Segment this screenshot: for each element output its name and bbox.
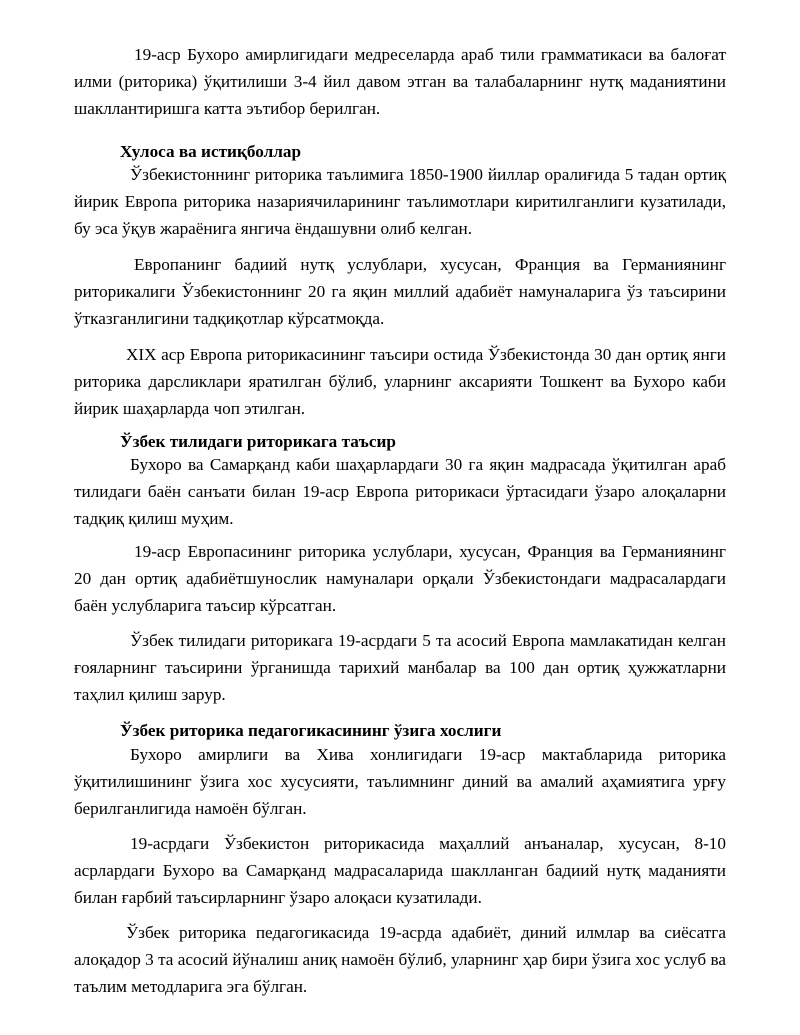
- paragraph-text: Европанинг бадиий нутқ услублари, хусусан, Франция ва Германиянинг риторикалиги Ўзбекистоннинг 20 га яқин миллий адабиёт намуналарига ўз таъсирини ўтказганлигини тадқиқотлар кўрсатмоқда.: [74, 255, 726, 328]
- paragraph-2: [74, 161, 726, 242]
- paragraph-text: Ўзбек тилидаги риторикага 19-асрдаги 5 та асосий Европа мамлакатидан келган ғояларнинг таъсирини ўрганишда тарихий манбалар ва 100 дан ортиқ ҳужжатларни таҳлил қилиш зарур.: [74, 631, 726, 704]
- paragraph-text: Бухоро амирлиги ва Хива хонлигидаги 19-аср мактабларида риторика ўқитилишининг ўзига хос хусусияти, таълимнинг диний ва амалий аҳамиятига урғу берилганлигида намоён бўлган.: [74, 745, 726, 818]
- section-heading-influence: Ўзбек тилидаги риторикага таъсир: [120, 432, 396, 451]
- paragraph-1: [74, 41, 726, 122]
- section-heading-pedagogy: Ўзбек риторика педагогикасининг ўзига хослиги: [120, 721, 502, 740]
- paragraph-9: [74, 830, 726, 911]
- paragraph-6: [74, 538, 726, 619]
- paragraph-7: [74, 627, 726, 708]
- paragraph-text: 19-аср Европасининг риторика услублари, хусусан, Франция ва Германиянинг 20 дан ортиқ адабиётшунослик намуналари орқали Ўзбекистондаги мадрасалардаги баён услубларига таъсир кўрсатган.: [74, 542, 726, 615]
- paragraph-10: [74, 919, 726, 1000]
- paragraph-8: [74, 741, 726, 822]
- paragraph-text: XIX аср Европа риторикасининг таъсири остида Ўзбекистонда 30 дан ортиқ янги риторика дарсликлари яратилган бўлиб, уларнинг аксарияти Тошкент ва Бухоро каби йирик шаҳарларда чоп этилган.: [74, 345, 726, 418]
- paragraph-4: [74, 341, 726, 422]
- paragraph-text: 19-аср Бухоро амирлигидаги медреселарда араб тили грамматикаси ва балоғат илми (риторика) ўқитилиши 3-4 йил давом этган ва талабаларнинг нутқ маданиятини шакллантиришга катта эътибор берилган.: [74, 45, 726, 118]
- paragraph-text: Ўзбек риторика педагогикасида 19-асрда адабиёт, диний илмлар ва сиёсатга алоқадор 3 та асосий йўналиш аниқ намоён бўлиб, уларнинг ҳар бири ўзига хос услуб ва таълим методларига эга бўлган.: [74, 923, 726, 996]
- paragraph-5: [74, 451, 726, 532]
- paragraph-3: [74, 251, 726, 332]
- paragraph-text: 19-асрдаги Ўзбекистон риторикасида маҳаллий анъаналар, хусусан, 8-10 асрлардаги Бухоро ва Самарқанд мадрасаларида шаклланган бадиий нутқ маданияти билан ғарбий таъсирларнинг ўзаро алоқаси кузатилади.: [74, 834, 726, 907]
- paragraph-text: Бухоро ва Самарқанд каби шаҳарлардаги 30 га яқин мадрасада ўқитилган араб тилидаги баён санъати билан 19-аср Европа риторикаси ўртасидаги ўзаро алоқаларни тадқиқ қилиш муҳим.: [74, 455, 726, 528]
- paragraph-text: Ўзбекистоннинг риторика таълимига 1850-1900 йиллар оралиғида 5 тадан ортиқ йирик Европа риторика назариячиларининг таълимотлари киритилганлиги кузатилади, бу эса ўқув жараёнига янгича ёндашувни олиб келган.: [74, 165, 726, 238]
- section-heading-conclusion: Хулоса ва истиқболлар: [120, 142, 302, 161]
